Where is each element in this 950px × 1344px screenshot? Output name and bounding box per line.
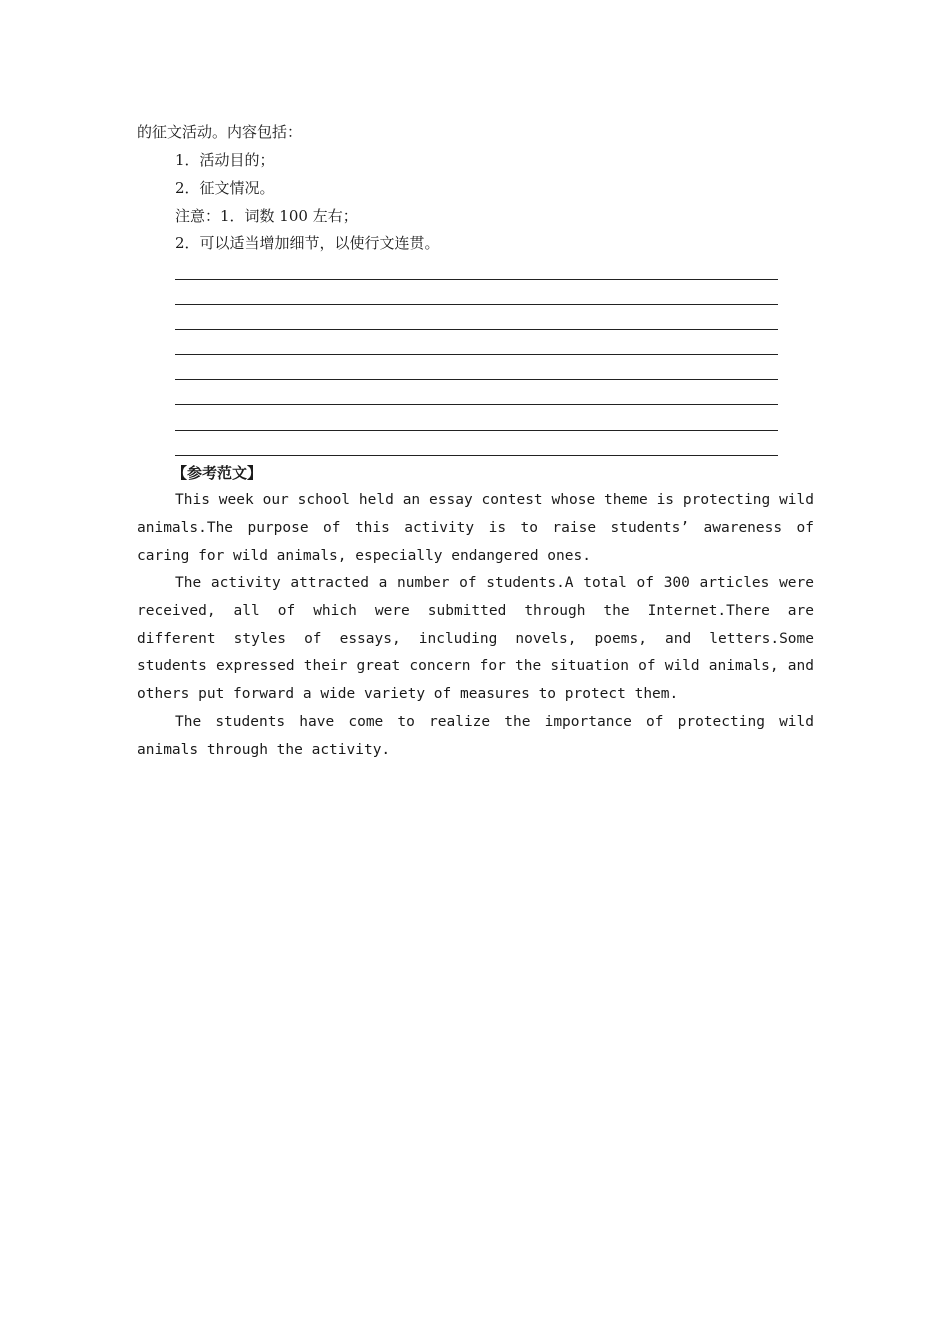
answer-line — [175, 304, 778, 305]
prompt-item-1: 1．活动目的； — [175, 151, 275, 169]
prompt-intro: 的征文活动。内容包括： — [137, 123, 303, 141]
answer-line — [175, 379, 778, 380]
prompt-note-2: 2．可以适当增加细节，以使行文连贯。 — [175, 234, 440, 252]
answer-line — [175, 279, 778, 280]
reference-paragraph-1: This week our school held an essay contest whose theme is protecting wild animals.The purpose of this activity is to raise students’ awareness of caring for wild animals, especially endangered ones. — [137, 492, 814, 564]
answer-line — [175, 354, 778, 355]
answer-line — [175, 430, 778, 431]
reference-heading: 【参考范文】 — [172, 464, 263, 482]
reference-paragraph-2: The activity attracted a number of students.A total of 300 articles were received, all of which were submitted through the Internet.There are different styles of essays, including novels, poems, and letters.Some students expressed their great concern for the situation of wild animals, and others put forward a wide variety of measures to protect them. — [137, 575, 814, 703]
reference-paragraph-3: The students have come to realize the importance of protecting wild animals through the activity. — [137, 714, 814, 758]
answer-line — [175, 455, 778, 456]
answer-line — [175, 329, 778, 330]
prompt-note-1: 注意：1．词数 100 左右； — [175, 207, 358, 225]
prompt-item-2: 2．征文情况。 — [175, 179, 275, 197]
answer-line — [175, 404, 778, 405]
